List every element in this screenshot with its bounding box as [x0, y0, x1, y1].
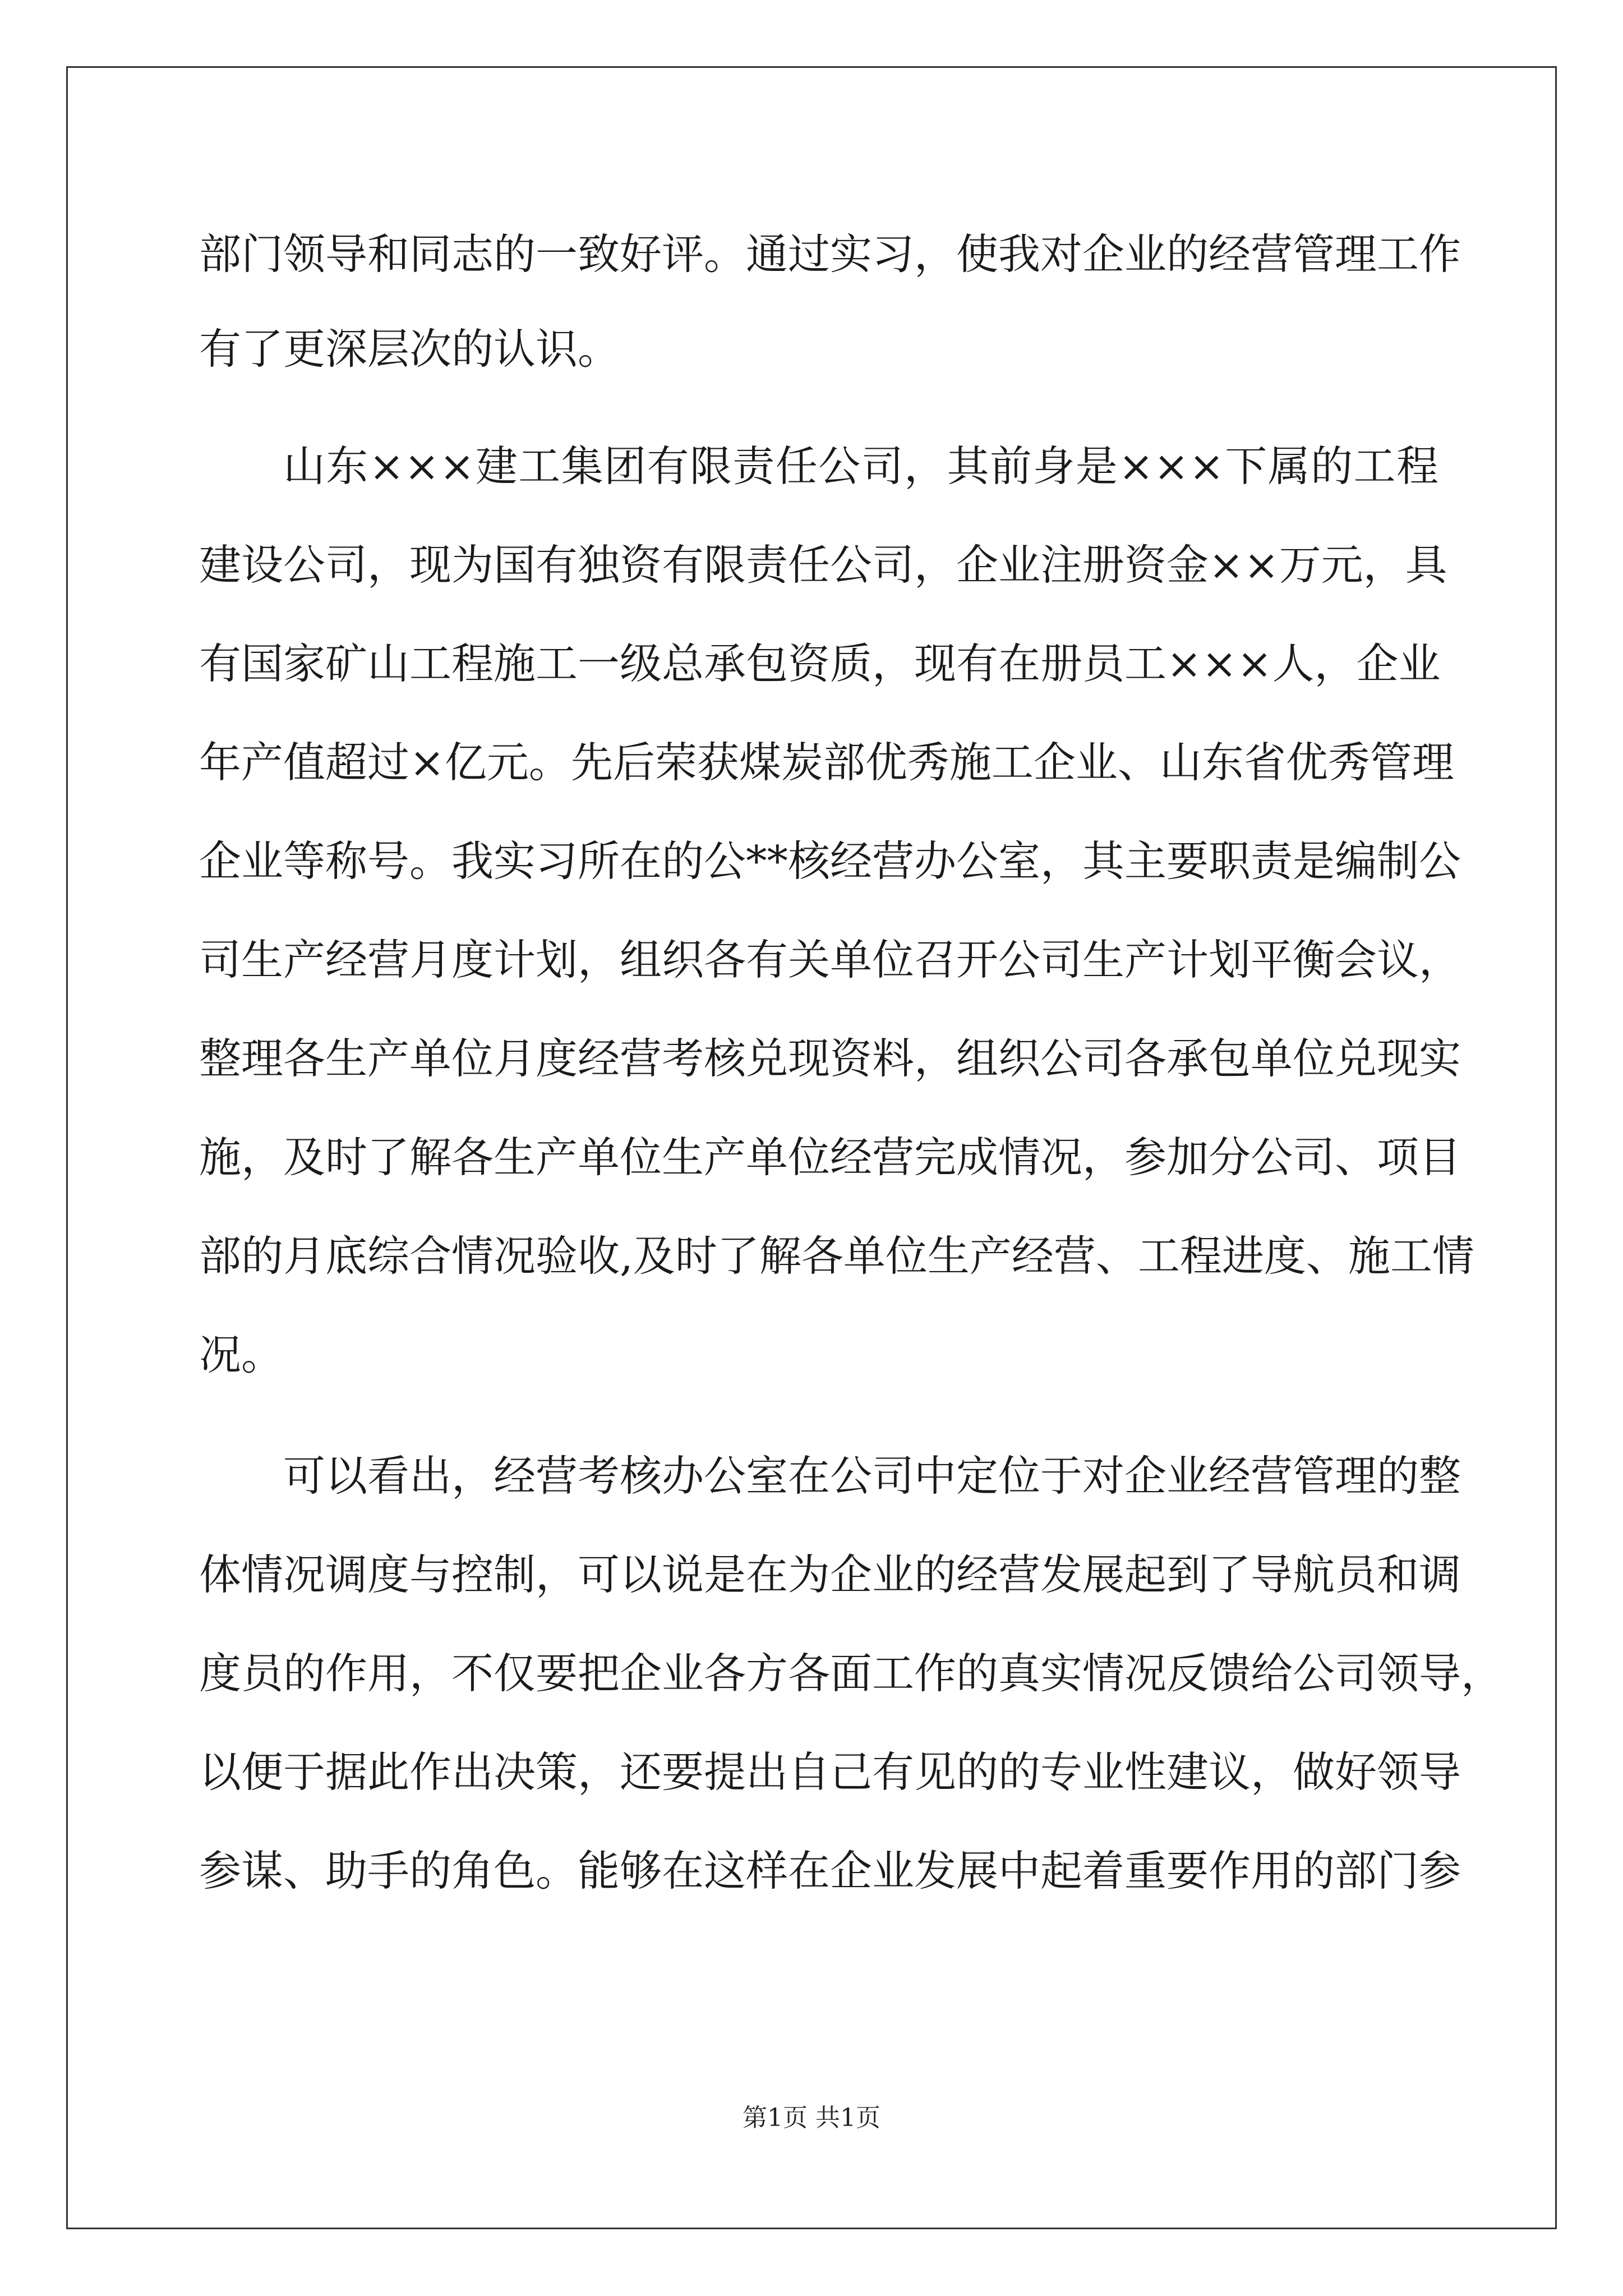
text-line: 年产值超过×亿元。先后荣获煤炭部优秀施工企业、山东省优秀管理 — [199, 738, 1454, 787]
text-line: 司生产经营月度计划，组织各有关单位召开公司生产计划平衡会议， — [199, 935, 1461, 984]
text-line: 施，及时了解各生产单位生产单位经营完成情况，参加分公司、项目 — [199, 1133, 1461, 1182]
text-line: 况。 — [199, 1330, 284, 1379]
text-line: 可以看出，经营考核办公室在公司中定位于对企业经营管理的整 — [283, 1451, 1461, 1501]
text-line: 有了更深层次的认识。 — [199, 324, 620, 374]
text-line: 以便于据此作出决策，还要提出自己有见的的专业性建议，做好领导 — [199, 1747, 1461, 1797]
text-line: 有国家矿山工程施工一级总承包资质，现有在册员工×××人，企业 — [199, 639, 1441, 688]
text-line: 度员的作用，不仅要把企业各方各面工作的真实情况反馈给公司领导， — [199, 1649, 1504, 1698]
text-line: 整理各生产单位月度经营考核兑现资料，组织公司各承包单位兑现实 — [199, 1034, 1461, 1083]
text-line: 部的月底综合情况验收,及时了解各单位生产经营、工程进度、施工情 — [199, 1231, 1474, 1281]
text-line: 参谋、助手的角色。能够在这样在企业发展中起着重要作用的部门参 — [199, 1846, 1461, 1895]
text-line: 山东×××建工集团有限责任公司，其前身是×××下属的工程 — [283, 441, 1438, 491]
page-footer: 第1页 共1页 — [743, 2104, 880, 2132]
text-line: 企业等称号。我实习所在的公**核经营办公室，其主要职责是编制公 — [199, 836, 1461, 886]
text-line: 部门领导和同志的一致好评。通过实习，使我对企业的经营管理工作 — [199, 229, 1461, 279]
text-line: 建设公司，现为国有独资有限责任公司，企业注册资金××万元，具 — [199, 540, 1447, 590]
text-line: 体情况调度与控制，可以说是在为企业的经营发展起到了导航员和调 — [199, 1550, 1461, 1599]
